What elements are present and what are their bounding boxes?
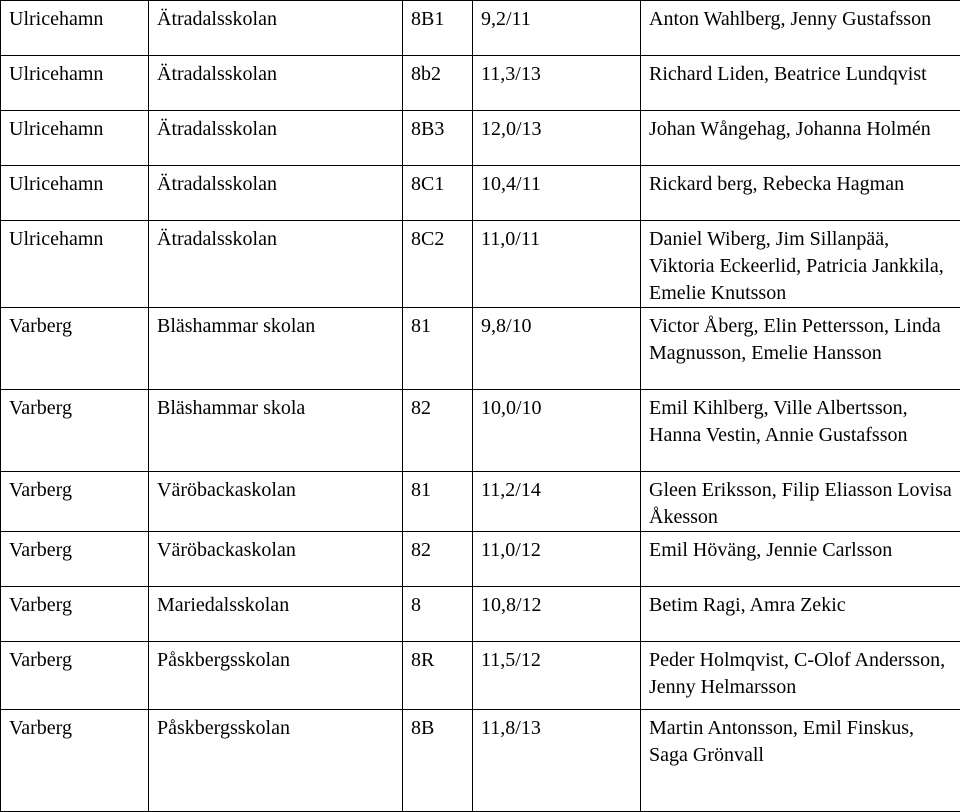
school-cell: Bläshammar skola (149, 390, 403, 472)
class-cell: 81 (403, 308, 473, 390)
score-cell: 10,0/10 (473, 390, 641, 472)
school-cell: Mariedalsskolan (149, 587, 403, 642)
school-cell: Ätradalsskolan (149, 56, 403, 111)
city-cell: Ulricehamn (1, 1, 149, 56)
table-row (1, 221, 960, 308)
table-row (1, 1, 960, 56)
class-cell: 8B (403, 710, 473, 812)
names-cell: Emil Kihlberg, Ville Albertsson, Hanna Vestin, Annie Gustafsson (641, 390, 960, 472)
table-row (1, 710, 960, 812)
names-cell: Rickard berg, Rebecka Hagman (641, 166, 960, 221)
table-row (1, 111, 960, 166)
class-cell: 8R (403, 642, 473, 710)
table-row (1, 308, 960, 390)
school-cell: Bläshammar skolan (149, 308, 403, 390)
school-cell: Ätradalsskolan (149, 1, 403, 56)
city-cell: Ulricehamn (1, 221, 149, 308)
city-cell: Ulricehamn (1, 56, 149, 111)
names-cell: Daniel Wiberg, Jim Sillanpää, Viktoria Eckeerlid, Patricia Jankkila, Emelie Knutsson (641, 221, 960, 308)
city-cell: Varberg (1, 472, 149, 532)
score-cell: 10,4/11 (473, 166, 641, 221)
score-cell: 11,5/12 (473, 642, 641, 710)
class-cell: 8C2 (403, 221, 473, 308)
class-cell: 82 (403, 390, 473, 472)
class-cell: 8B1 (403, 1, 473, 56)
city-cell: Varberg (1, 587, 149, 642)
score-cell: 11,8/13 (473, 710, 641, 812)
city-cell: Varberg (1, 308, 149, 390)
names-cell: Anton Wahlberg, Jenny Gustafsson (641, 1, 960, 56)
school-cell: Ätradalsskolan (149, 166, 403, 221)
table-row (1, 166, 960, 221)
city-cell: Varberg (1, 642, 149, 710)
names-cell: Peder Holmqvist, C-Olof Andersson, Jenny Helmarsson (641, 642, 960, 710)
school-cell: Påskbergsskolan (149, 710, 403, 812)
class-cell: 82 (403, 532, 473, 587)
school-cell: Väröbackaskolan (149, 472, 403, 532)
names-cell: Betim Ragi, Amra Zekic (641, 587, 960, 642)
table-row (1, 532, 960, 587)
table-row (1, 642, 960, 710)
names-cell: Emil Höväng, Jennie Carlsson (641, 532, 960, 587)
school-cell: Väröbackaskolan (149, 532, 403, 587)
score-cell: 11,3/13 (473, 56, 641, 111)
school-cell: Ätradalsskolan (149, 111, 403, 166)
names-cell: Johan Wångehag, Johanna Holmén (641, 111, 960, 166)
class-cell: 8B3 (403, 111, 473, 166)
table-row (1, 472, 960, 532)
score-cell: 11,0/12 (473, 532, 641, 587)
city-cell: Varberg (1, 532, 149, 587)
class-cell: 8C1 (403, 166, 473, 221)
score-cell: 12,0/13 (473, 111, 641, 166)
score-cell: 10,8/12 (473, 587, 641, 642)
names-cell: Richard Liden, Beatrice Lundqvist (641, 56, 960, 111)
city-cell: Varberg (1, 390, 149, 472)
score-cell: 9,8/10 (473, 308, 641, 390)
table-row (1, 587, 960, 642)
table-row (1, 56, 960, 111)
city-cell: Varberg (1, 710, 149, 812)
names-cell: Victor Åberg, Elin Pettersson, Linda Magnusson, Emelie Hansson (641, 308, 960, 390)
school-cell: Ätradalsskolan (149, 221, 403, 308)
names-cell: Martin Antonsson, Emil Finskus, Saga Grönvall (641, 710, 960, 812)
score-cell: 9,2/11 (473, 1, 641, 56)
class-cell: 8b2 (403, 56, 473, 111)
city-cell: Ulricehamn (1, 166, 149, 221)
school-cell: Påskbergsskolan (149, 642, 403, 710)
class-cell: 8 (403, 587, 473, 642)
score-cell: 11,0/11 (473, 221, 641, 308)
table-row (1, 390, 960, 472)
names-cell: Gleen Eriksson, Filip Eliasson Lovisa Åkesson (641, 472, 960, 532)
city-cell: Ulricehamn (1, 111, 149, 166)
class-cell: 81 (403, 472, 473, 532)
score-cell: 11,2/14 (473, 472, 641, 532)
